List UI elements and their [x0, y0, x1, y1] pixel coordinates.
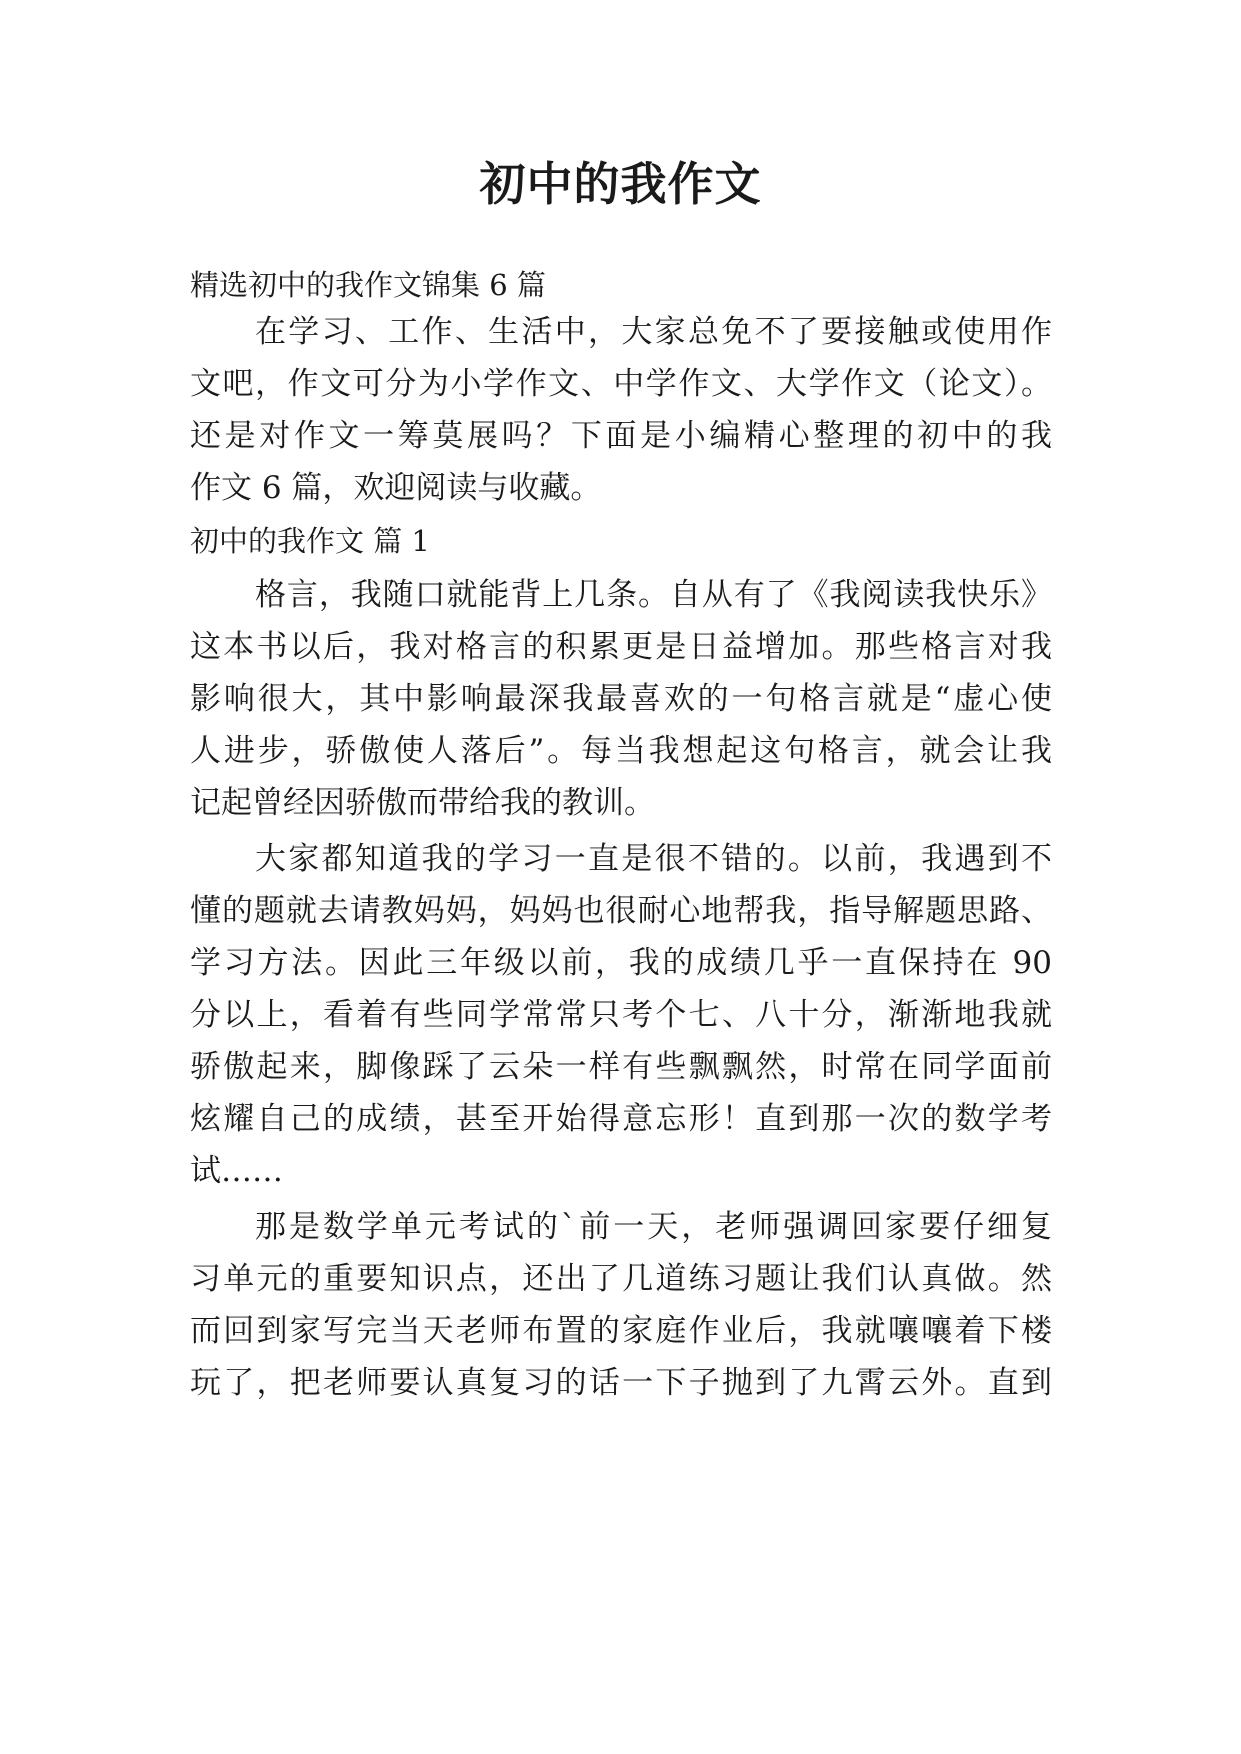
body-line: 习单元的重要知识点，还出了几道练习题让我们认真做。然 [190, 1261, 1052, 1297]
subtitle-line: 精选初中的我作文锦集 6 篇 [190, 268, 546, 302]
document-title: 初中的我作文 [479, 157, 762, 211]
body-line: 影响很大，其中影响最深我最喜欢的一句格言就是“虚心使 [190, 681, 1052, 717]
body-line: 还是对作文一筹莫展吗？下面是小编精心整理的初中的我 [190, 418, 1052, 454]
body-line: 试…… [190, 1153, 283, 1189]
body-line: 大家都知道我的学习一直是很不错的。以前，我遇到不 [255, 841, 1052, 877]
body-line: 这本书以后，我对格言的积累更是日益增加。那些格言对我 [190, 629, 1052, 665]
body-line: 分以上，看着有些同学常常只考个七、八十分，渐渐地我就 [190, 997, 1052, 1033]
body-line: 懂的题就去请教妈妈，妈妈也很耐心地帮我，指导解题思路、 [190, 893, 1052, 929]
body-line: 人进步，骄傲使人落后”。每当我想起这句格言，就会让我 [190, 733, 1052, 769]
body-line: 那是数学单元考试的`前一天，老师强调回家要仔细复 [255, 1209, 1052, 1245]
body-line: 格言，我随口就能背上几条。自从有了《我阅读我快乐》 [255, 577, 1052, 613]
body-line: 作文 6 篇，欢迎阅读与收藏。 [190, 470, 602, 506]
body-line: 文吧，作文可分为小学作文、中学作文、大学作文（论文）。 [190, 366, 1052, 402]
body-line: 在学习、工作、生活中，大家总免不了要接触或使用作 [255, 314, 1052, 350]
body-line: 骄傲起来，脚像踩了云朵一样有些飘飘然，时常在同学面前 [190, 1049, 1052, 1085]
body-line: 记起曾经因骄傲而带给我的教训。 [190, 785, 655, 821]
body-line: 炫耀自己的成绩，甚至开始得意忘形！直到那一次的数学考 [190, 1101, 1052, 1137]
body-line: 学习方法。因此三年级以前，我的成绩几乎一直保持在 90 [190, 945, 1052, 981]
section-heading: 初中的我作文 篇 1 [190, 524, 430, 558]
body-line: 而回到家写完当天老师布置的家庭作业后，我就嚷嚷着下楼 [190, 1313, 1052, 1349]
body-line: 玩了，把老师要认真复习的话一下子抛到了九霄云外。直到 [190, 1365, 1052, 1401]
